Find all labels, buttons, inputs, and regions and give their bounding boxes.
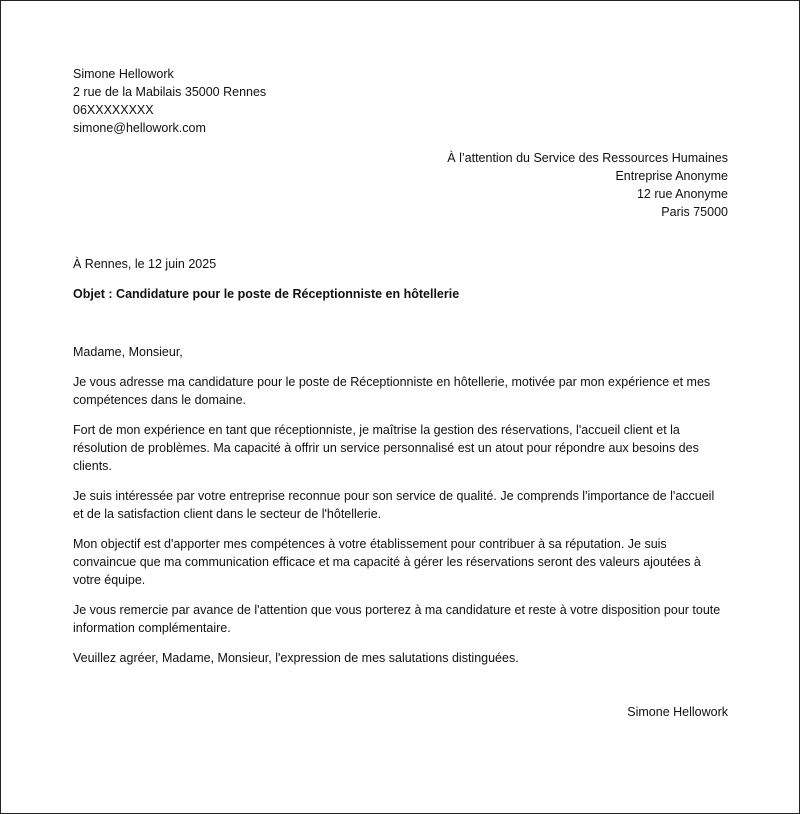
recipient-street: 12 rue Anonyme <box>636 187 728 201</box>
recipient-company: Entreprise Anonyme <box>615 169 728 183</box>
letter-content <box>73 65 728 721</box>
paragraph-thanks: Je vous remercie par avance de l'attention que vous porterez à ma candidature et reste à votre disposition pour toute information complémentaire. <box>73 603 721 635</box>
sender-phone: 06XXXXXXXX <box>73 103 154 117</box>
recipient-block <box>73 149 728 221</box>
paragraph-company: Je suis intéressée par votre entreprise reconnue pour son service de qualité. Je comprends l'importance de l'accueil et de la satisfaction client dans le secteur de l'hôtellerie. <box>73 489 715 521</box>
paragraph-objective: Mon objectif est d'apporter mes compétences à votre établissement pour contribuer à sa réputation. Je suis convaincue que ma communication efficace et ma capacité à gérer les réservations seront des valeurs ajoutées à votre équipe. <box>73 537 701 587</box>
sender-block <box>73 65 728 137</box>
date-line: À Rennes, le 12 juin 2025 <box>73 257 217 271</box>
paragraph-experience: Fort de mon expérience en tant que réceptionniste, je maîtrise la gestion des réservations, l'accueil client et la résolution de problèmes. Ma capacité à offrir un service personnalisé est un atout pour répondre aux besoins des clients. <box>73 423 699 473</box>
sender-address: 2 rue de la Mabilais 35000 Rennes <box>73 85 267 99</box>
sender-email: simone@hellowork.com <box>73 121 206 135</box>
sender-name: Simone Hellowork <box>73 67 174 81</box>
greeting: Madame, Monsieur, <box>73 345 183 359</box>
signature: Simone Hellowork <box>627 705 728 719</box>
recipient-attention: À l’attention du Service des Ressources Humaines <box>447 151 728 165</box>
recipient-city: Paris 75000 <box>661 205 728 219</box>
paragraph-closing: Veuillez agréer, Madame, Monsieur, l'expression de mes salutations distinguées. <box>73 651 519 665</box>
paragraph-intro: Je vous adresse ma candidature pour le poste de Réceptionniste en hôtellerie, motivée par mon expérience et mes compétences dans le domaine. <box>73 375 711 407</box>
subject-line: Objet : Candidature pour le poste de Réceptionniste en hôtellerie <box>73 287 460 301</box>
